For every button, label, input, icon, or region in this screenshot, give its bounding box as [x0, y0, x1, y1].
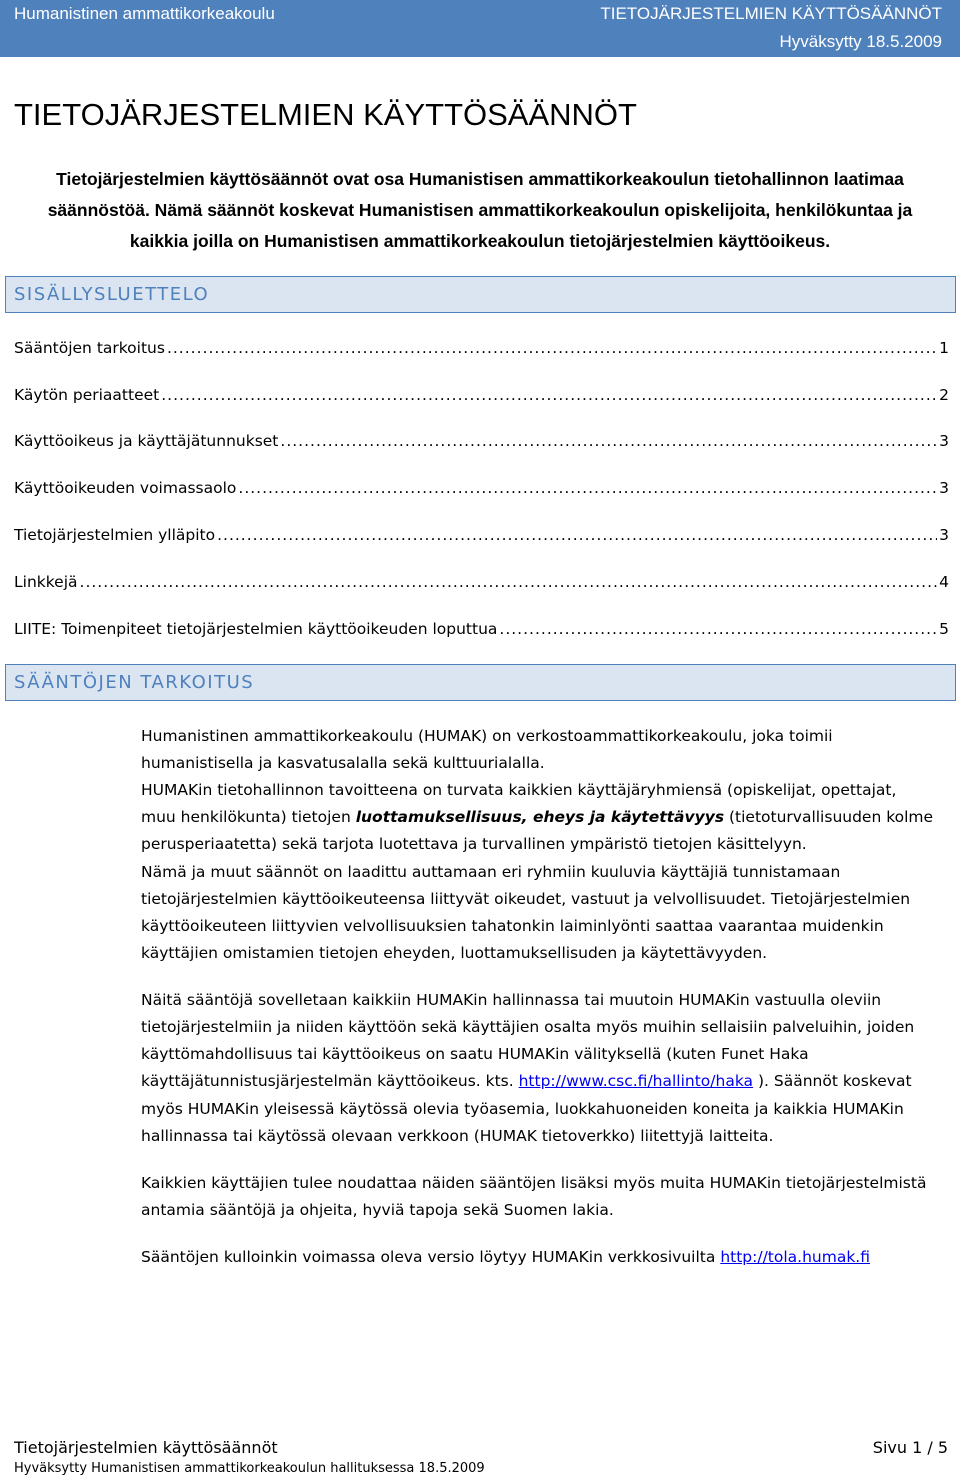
toc-leader [280, 432, 937, 448]
emphasis-text: luottamuksellisuus, eheys ja käytettävyys [355, 808, 725, 826]
toc-entry-label: LIITE: Toimenpiteet tietojärjestelmien käyttöoikeuden loputtua [14, 620, 498, 638]
toc-entry-page: 1 [939, 339, 949, 357]
toc-entry-label: Käytön periaatteet [14, 386, 160, 404]
body-line: perusperiaatetta) sekä tarjota luotettava ja turvallinen ympäristö tietojen käsittelyyn. [141, 835, 807, 853]
toc-leader [238, 479, 937, 495]
body-line: HUMAKin tietohallinnon tavoitteena on turvata kaikkien käyttäjäryhmiensä (opiskelijat, opettajat, [141, 781, 897, 799]
toc-heading: SISÄLLYSLUETTELO [14, 284, 210, 305]
body-line: tietojärjestelmien käyttöoikeuteensa liittyvät oikeudet, vastuut ja velvollisuudet. Tietojärjestelmien [141, 890, 911, 908]
toc-leader [80, 573, 938, 589]
toc-entry-page: 3 [939, 479, 949, 497]
body-line: humanistisella ja kasvatusalalla sekä kulttuurialalla. [141, 754, 545, 772]
toc-leader [167, 339, 937, 355]
toc-entry-page: 4 [939, 573, 949, 591]
footer-page-number: Sivu 1 / 5 [872, 1438, 948, 1457]
toc-entry-label: Käyttöoikeuden voimassaolo [14, 479, 237, 497]
body-line: Humanistinen ammattikorkeakoulu (HUMAK) on verkostoammattikorkeakoulu, joka toimii [141, 727, 833, 745]
toc-entry[interactable] [14, 479, 949, 497]
body-text: Sääntöjen kulloinkin voimassa oleva versio löytyy HUMAKin verkkosivuilta [141, 1248, 721, 1266]
toc-entry[interactable] [14, 620, 949, 638]
toc-entry-label: Käyttöoikeus ja käyttäjätunnukset [14, 432, 279, 450]
toc-leader [217, 526, 937, 542]
body-line [141, 808, 933, 826]
body-text: muu henkilökunta) tietojen [141, 808, 356, 826]
toc-leader [499, 620, 937, 636]
toc-entry[interactable] [14, 573, 949, 591]
toc-leader [161, 386, 937, 402]
body-line [141, 1072, 912, 1090]
body-line: Näitä sääntöjä sovelletaan kaikkiin HUMAKin hallinnassa tai muutoin HUMAKin vastuulla oleviin [141, 991, 882, 1009]
footer-document-title: Tietojärjestelmien käyttösäännöt [14, 1438, 278, 1457]
body-line: tietojärjestelmiin ja niiden käyttöön sekä käyttäjien osalta myös muihin sellaisiin palveluihin, joiden [141, 1018, 915, 1036]
body-line [141, 1248, 870, 1266]
haka-link[interactable]: http://www.csc.fi/hallinto/haka [518, 1072, 754, 1090]
toc-entry-page: 3 [939, 526, 949, 544]
toc-entry[interactable] [14, 386, 949, 404]
toc-entry[interactable] [14, 432, 949, 450]
toc-entry-page: 3 [939, 432, 949, 450]
body-line: Nämä ja muut säännöt on laadittu auttamaan eri ryhmiin kuuluvia käyttäjiä tunnistamaan [141, 863, 841, 881]
toc-entry-page: 2 [939, 386, 949, 404]
body-line: Kaikkien käyttäjien tulee noudattaa näiden sääntöjen lisäksi myös muita HUMAKin tietojärjestelmistä [141, 1174, 927, 1192]
body-text: käyttäjätunnistusjärjestelmän käyttöoikeus. kts. [141, 1072, 519, 1090]
toc-entry-label: Sääntöjen tarkoitus [14, 339, 165, 357]
body-line: hallinnassa tai käytössä olevaan verkkoon (HUMAK tietoverkko) liitettyjä laitteita. [141, 1127, 774, 1145]
toc-entry-label: Linkkejä [14, 573, 78, 591]
header-approved-date: Hyväksytty 18.5.2009 [779, 32, 942, 51]
body-line: antamia sääntöjä ja ohjeita, hyviä tapoja sekä Suomen lakia. [141, 1201, 614, 1219]
footer-approval-note: Hyväksytty Humanistisen ammattikorkeakoulun hallituksessa 18.5.2009 [14, 1461, 485, 1476]
body-line: käyttömahdollisuus tai käyttöoikeus on saatu HUMAKin välityksellä (kuten Funet Haka [141, 1045, 809, 1063]
header-organization: Humanistinen ammattikorkeakoulu [14, 4, 275, 23]
intro-line-1: Tietojärjestelmien käyttösäännöt ovat osa Humanistisen ammattikorkeakoulun tietohallinnon laatimaa [56, 169, 904, 189]
intro-line-3: kaikkia joilla on Humanistisen ammattikorkeakoulun tietojärjestelmien käyttöoikeus. [129, 231, 831, 251]
section-heading: SÄÄNTÖJEN TARKOITUS [14, 672, 255, 693]
intro-line-2: säännöstöä. Nämä säännöt koskevat Humanistisen ammattikorkeakoulun opiskelijoita, henkilökuntaa ja [47, 200, 913, 220]
tola-link[interactable]: http://tola.humak.fi [720, 1248, 870, 1266]
toc-entry-page: 5 [939, 620, 949, 638]
body-line: käyttöoikeuteen liittyvien velvollisuuksien tahatonkin laiminlyönti saattaa vaarantaa muidenkin [141, 917, 884, 935]
toc-entry[interactable] [14, 339, 949, 357]
body-line: myös HUMAKin yleisessä käytössä olevia työasemia, luokkahuoneiden koneita ja kaikkia HUMAKin [141, 1100, 904, 1118]
body-text: ). Säännöt koskevat [753, 1072, 912, 1090]
page-title: TIETOJÄRJESTELMIEN KÄYTTÖSÄÄNNÖT [14, 97, 637, 132]
body-line: käyttäjien omistamien tietojen eheyden, luottamuksellisuden ja käytettävyyden. [141, 944, 768, 962]
toc-entry[interactable] [14, 526, 949, 544]
toc-entry-label: Tietojärjestelmien ylläpito [14, 526, 216, 544]
body-text: (tietoturvallisuuden kolme [724, 808, 934, 826]
header-document-title: TIETOJÄRJESTELMIEN KÄYTTÖSÄÄNNÖT [600, 4, 942, 23]
